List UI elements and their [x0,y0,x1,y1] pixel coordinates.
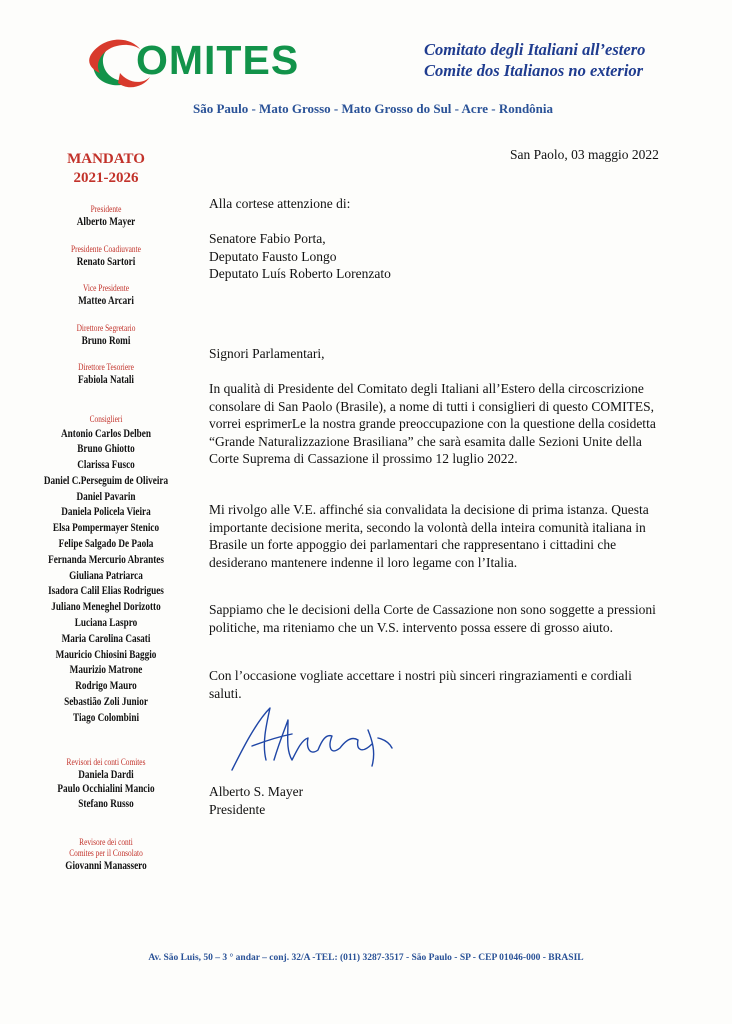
councillor-name: Fernanda Mercurio Abrantes [48,553,164,566]
councillor-name: Luciana Laspro [74,617,138,630]
councillor-name: Giuliana Patriarca [69,569,143,582]
group-auditors [20,757,192,812]
group-consulate-auditor [20,837,192,874]
attention-line: Alla cortese attenzione di: [209,196,351,211]
signer-name: Alberto S. Mayer [209,784,304,799]
recipient: Senatore Fabio Porta, [209,231,326,246]
committee-sidebar [20,150,192,874]
role-label: Vice Presidente [82,283,130,293]
member-name: Fabiola Natali [78,374,134,386]
councillor-name: Juliano Meneghel Dorizotto [51,601,161,614]
councillor-name: Mauricio Chiosini Baggio [55,648,157,661]
letter-paragraph: Sappiamo che le decisioni della Corte de Cassazione non sono soggette a pressioni politiche, ma riteniamo che un V.S. intervento possa essere di grosso aiuto. [209,602,656,635]
tagline-italian: Comitato degli Italiani all’estero [424,40,646,59]
auditor-name: Daniela Dardi [78,768,134,781]
councillor-name: Elsa Pompermayer Stenico [52,522,160,535]
role-label: Direttore Tesoriere [78,362,134,372]
signer-block [209,783,303,818]
letter-paragraph: In qualità di Presidente del Comitato degli Italiani all’Estero della circoscrizione consolare di San Paolo (Brasile), a nome di tutti i consiglieri di questo COMITES, vorrei esprimerLe la nostra grande preoccupazione con la questione della cosidetta “Grande Naturalizzazione Brasiliana” che sarà esamita dalle Sezioni Unite della Corte Suprema di Cassazione il prossimo 12 luglio 2022. [209,381,656,466]
group-vice-president [20,283,192,309]
salutation: Signori Parlamentari, [209,346,325,361]
role-label: Consiglieri [89,413,123,424]
group-co-president [20,244,192,270]
group-president [20,204,192,230]
councillor-name: Daniela Policela Vieira [61,506,151,519]
councillor-name: Rodrigo Mauro [75,680,137,693]
councillor-name: Clarissa Fusco [77,459,135,472]
regions-line: São Paulo - Mato Grosso - Mato Grosso do Sul - Acre - Rondônia [192,101,554,116]
letter-paragraph: Con l’occasione vogliate accettare i nostri più sinceri ringraziamenti e cordiali saluti. [209,668,632,701]
group-councillors [20,414,192,727]
auditor-name: Paulo Occhialini Mancio [57,783,155,796]
member-name: Renato Sartori [76,255,136,268]
role-label: Comites per il Consolato [69,848,143,859]
mandate-years: 2021-2026 [73,170,139,186]
councillor-name: Daniel C.Perseguim de Oliveira [43,474,169,487]
councillor-name: Maria Carolina Casati [61,632,151,645]
logo-red-arc [89,40,140,73]
councillor-name: Bruno Ghiotto [77,443,135,456]
recipient: Deputato Luís Roberto Lorenzato [209,266,391,281]
letter-date: San Paolo, 03 maggio 2022 [510,147,659,162]
group-treasurer [20,362,192,388]
mandate-label: MANDATO [67,151,145,167]
auditor-name: Stefano Russo [78,797,134,810]
logo-wordmark: OMITES [136,37,300,83]
member-name: Bruno Romi [81,334,131,347]
role-label: Revisore dei conti [79,837,133,848]
member-name: Matteo Arcari [78,295,134,307]
role-label: Revisori dei conti Comites [66,756,146,767]
role-label: Presidente Coadiuvante [71,243,141,254]
recipients-block [209,230,391,283]
councillor-name: Sebastião Zoli Junior [64,696,148,709]
role-label: Presidente [90,204,122,214]
councillor-name: Daniel Pavarin [76,490,136,503]
councillor-name: Antonio Carlos Delben [61,427,151,440]
councillor-name: Felipe Salgado De Paola [58,538,154,551]
councillor-name: Isadora Calil Elias Rodrigues [48,585,164,598]
councillor-name: Tiago Colombini [72,711,140,724]
role-label: Direttore Segretario [76,322,136,333]
auditor-name: Giovanni Manassero [65,860,147,873]
councillor-name: Maurizio Matrone [69,664,143,677]
tagline-portuguese: Comite dos Italianos no exterior [424,61,644,80]
group-secretary [20,323,192,349]
signer-title: Presidente [209,801,266,817]
handwritten-signature [222,700,402,778]
letter-paragraph: Mi rivolgo alle V.E. affinché sia convalidata la decisione di prima istanza. Questa importante decisione merita, secondo la volontà della inteira comunità italiana in Brasile un forte appoggio dei parlamentari che rappresentano i cittadini che desiderano mantenere indenne il loro legame con l’Italia. [209,502,649,570]
recipient: Deputato Fausto Longo [209,248,337,264]
footer-address: Av. São Luis, 50 – 3 ° andar – conj. 32/A -TEL: (011) 3287-3517 - São Paulo - SP - CEP 01046-000 - BRASIL [148,953,584,963]
member-name: Alberto Mayer [76,216,136,228]
